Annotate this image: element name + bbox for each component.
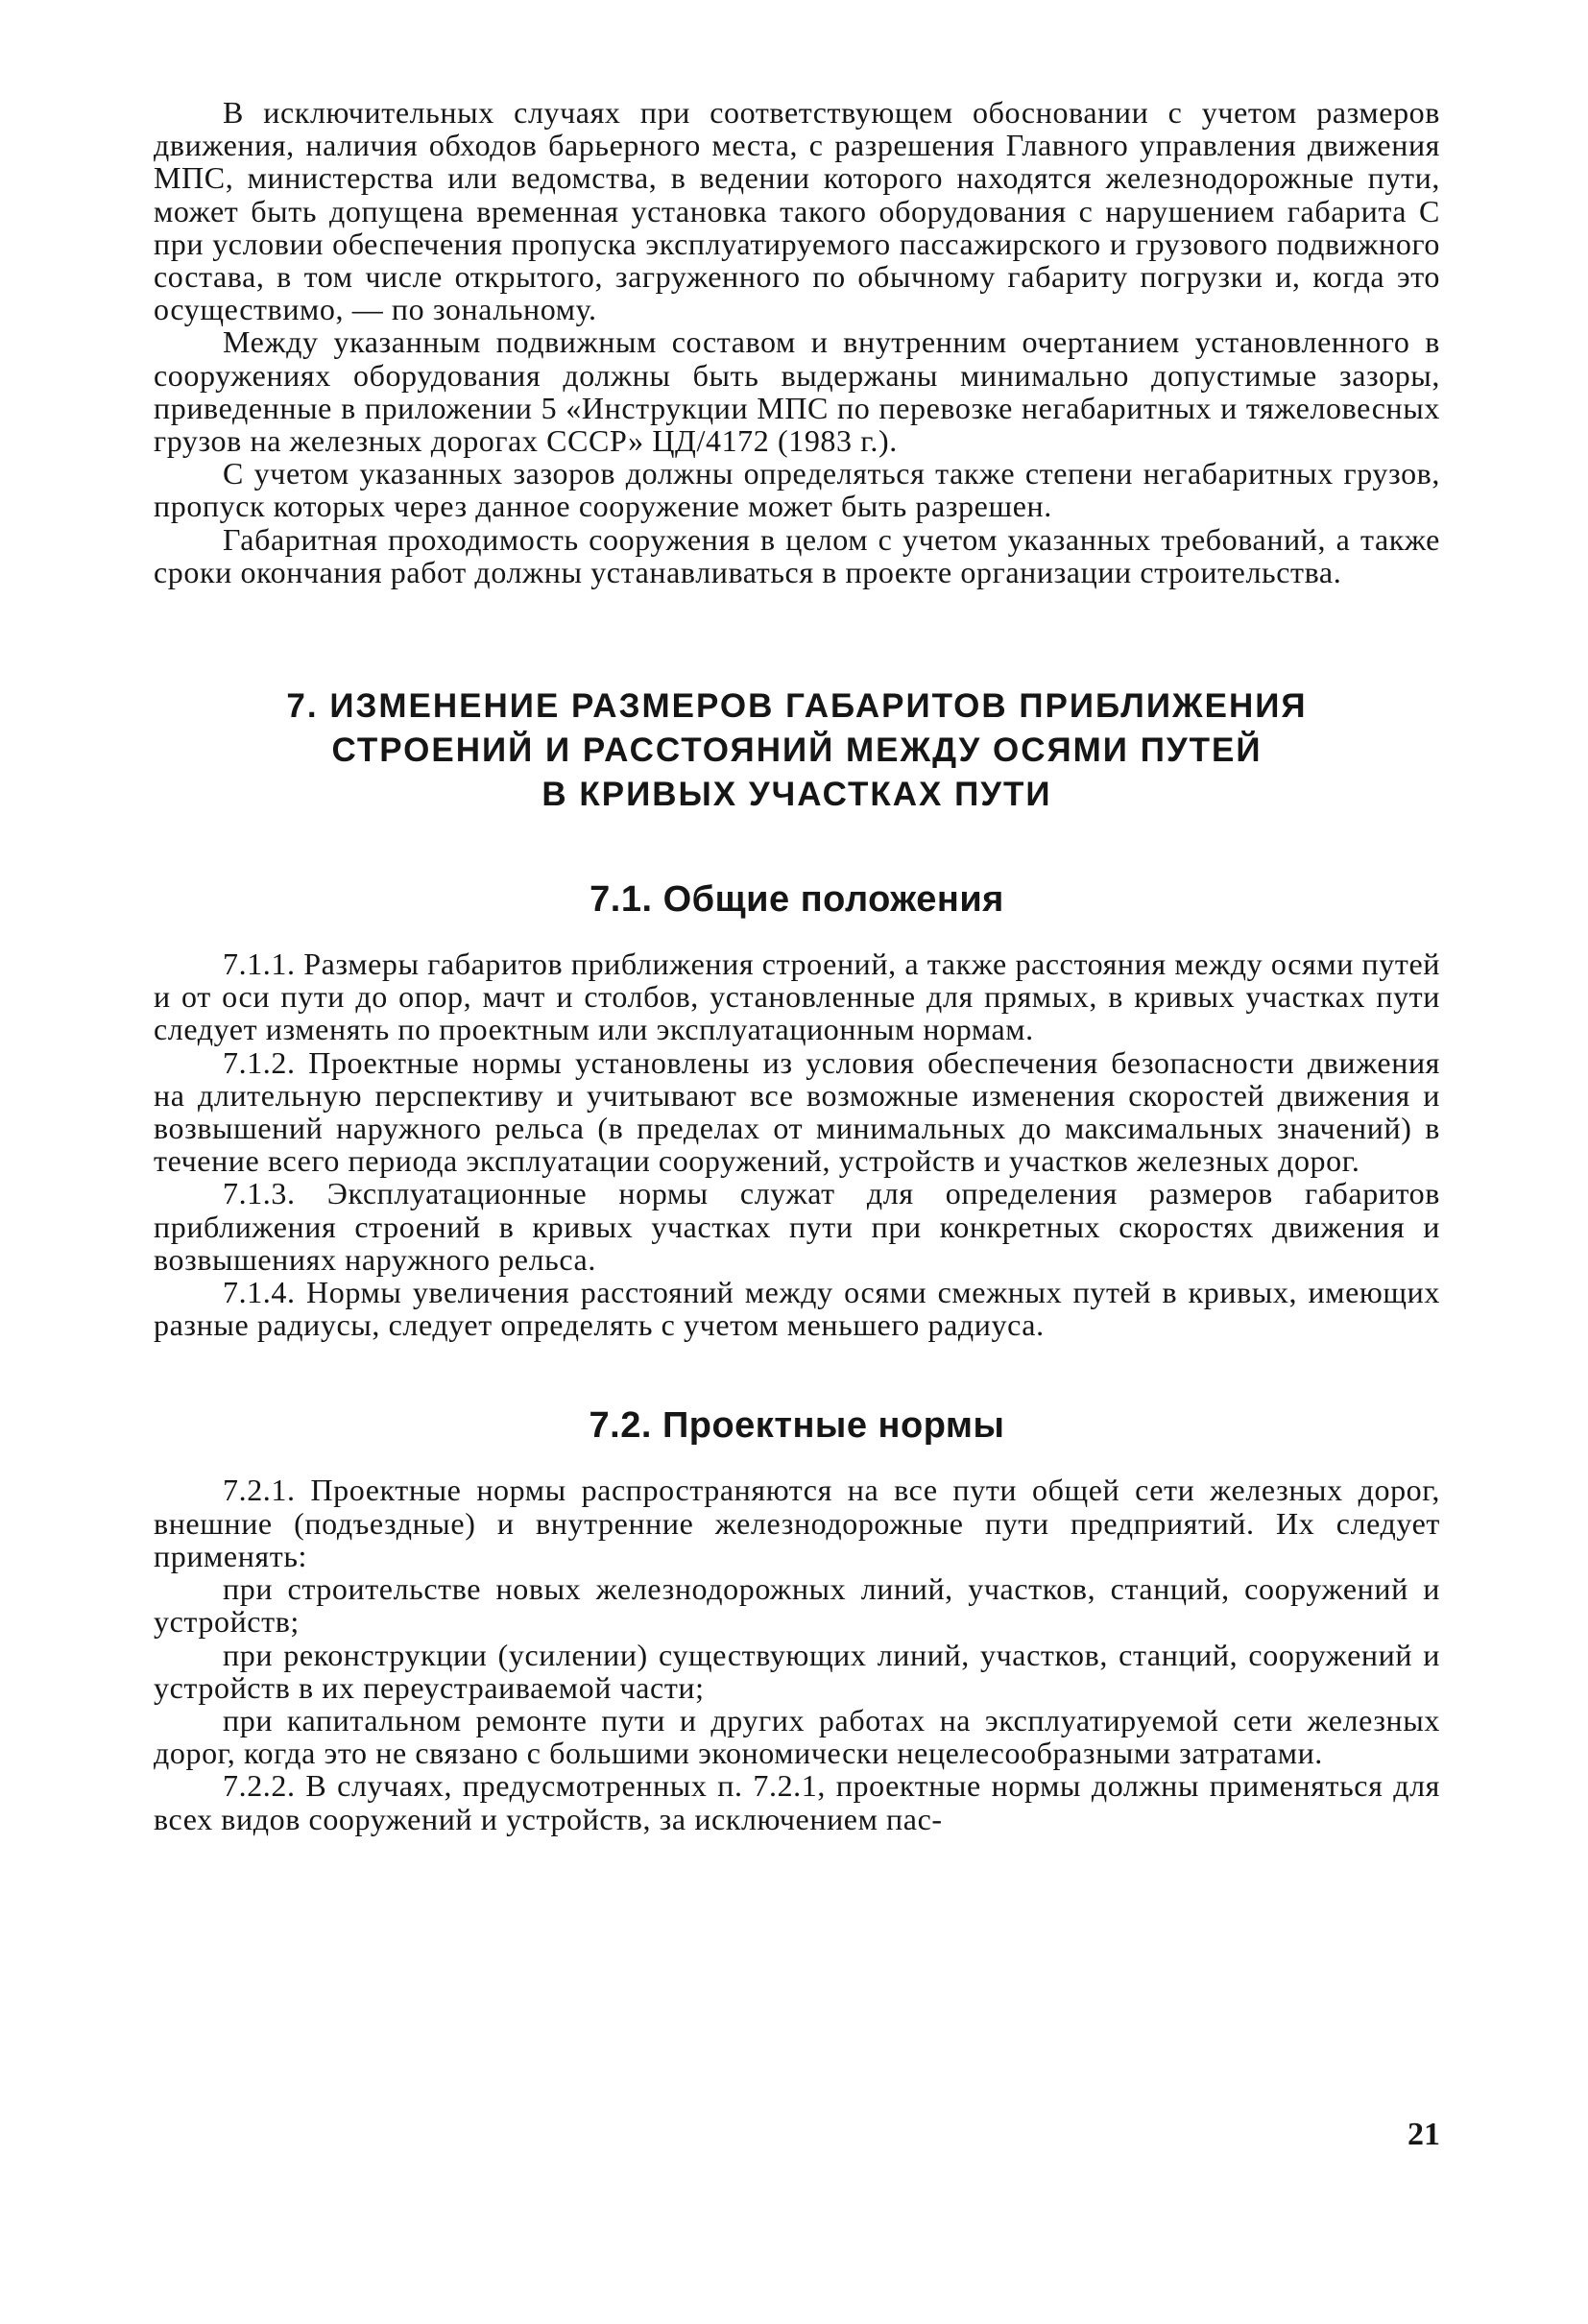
paragraph-7-2-1-item-3: при капитальном ремонте пути и других работах на эксплуатируемой сети железных дорог, когда это не связано с большими экономически нецелесообразными затратами. [154, 1702, 1440, 1771]
paragraph-intro-1: В исключительных случаях при соответствующем обосновании с учетом размеров движения, наличия обходов барьерного места, с разрешения Главного управления движения МПС, министерства или ведомства, в ведении которого находятся железнодорожные пути, может быть допущена временная установка такого оборудования с нарушением габарита С при условии обеспечения пропуска эксплуатируемого пассажирского и грузового подвижного состава, в том числе открытого, загруженного по обычному габариту погрузки и, когда это осуществимо, — по зональному. [154, 95, 1440, 327]
paragraph-intro-4: Габаритная проходимость сооружения в целом с учетом указанных требований, а также сроки окончания работ должны устанавливаться в проекте организации строительства. [154, 521, 1440, 589]
paragraph-7-2-1-item-1: при строительстве новых железнодорожных линий, участков, станций, сооружений и устройств; [154, 1571, 1440, 1640]
paragraph-7-2-1-item-2: при реконструкции (усилении) существующих линий, участков, станций, сооружений и устройств в их переустраиваемой части; [154, 1637, 1440, 1705]
paragraph-7-1-4: 7.1.4. Нормы увеличения расстояний между осями смежных путей в кривых, имеющих разные радиусы, следует определять с учетом меньшего радиуса. [154, 1275, 1440, 1343]
paragraph-7-1-1: 7.1.1. Размеры габаритов приближения строений, а также расстояния между осями путей и от оси пути до опор, мачт и столбов, установленные для прямых, в кривых участках пути следует изменять по проектным или эксплуатационным нормам. [154, 946, 1440, 1047]
paragraph-intro-3: С учетом указанных зазоров должны определяться также степени негабаритных грузов, пропуск которых через данное сооружение может быть разрешен. [154, 456, 1440, 524]
subsection-7-2-title: 7.2. Проектные нормы [589, 1405, 1005, 1447]
document-page [154, 96, 1440, 2265]
page-number: 21 [1408, 2117, 1440, 2152]
paragraph-7-2-2: 7.2.2. В случаях, предусмотренных п. 7.2.1, проектные нормы должны применяться для всех видов сооружений и устройств, за исключением пас- [154, 1768, 1440, 1836]
section-title-line-2: СТРОЕНИЙ И РАССТОЯНИЙ МЕЖДУ ОСЯМИ ПУТЕЙ [331, 731, 1263, 770]
paragraph-7-1-3: 7.1.3. Эксплуатационные нормы служат для определения размеров габаритов приближения строений в кривых участках пути при конкретных скоростях движения и возвышениях наружного рельса. [154, 1176, 1440, 1277]
section-title-line-1: 7. ИЗМЕНЕНИЕ РАЗМЕРОВ ГАБАРИТОВ ПРИБЛИЖЕНИЯ [286, 687, 1308, 726]
paragraph-7-1-2: 7.1.2. Проектные нормы установлены из условия обеспечения безопасности движения на длительную перспективу и учитывают все возможные изменения скоростей движения и возвышений наружного рельса (в пределах от минимальных до максимальных значений) в течение всего периода эксплуатации сооружений, устройств и участков железных дорог. [154, 1044, 1440, 1179]
paragraph-intro-2: Между указанным подвижным составом и внутренним очертанием установленного в сооружениях оборудования должны быть выдержаны минимально допустимые зазоры, приведенные в приложении 5 «Инструкции МПС по перевозке негабаритных и тяжеловесных грузов на железных дорогах СССР» ЦД/4172 (1983 г.). [154, 324, 1440, 459]
section-7-heading [154, 684, 1440, 817]
paragraph-7-2-1: 7.2.1. Проектные нормы распространяются на все пути общей сети железных дорог, внешние (подъездные) и внутренние железнодорожные пути предприятий. Их следует применять: [154, 1473, 1440, 1573]
subsection-7-1-title: 7.1. Общие положения [589, 879, 1004, 921]
section-title-line-3: В КРИВЫХ УЧАСТКАХ ПУТИ [541, 776, 1052, 814]
